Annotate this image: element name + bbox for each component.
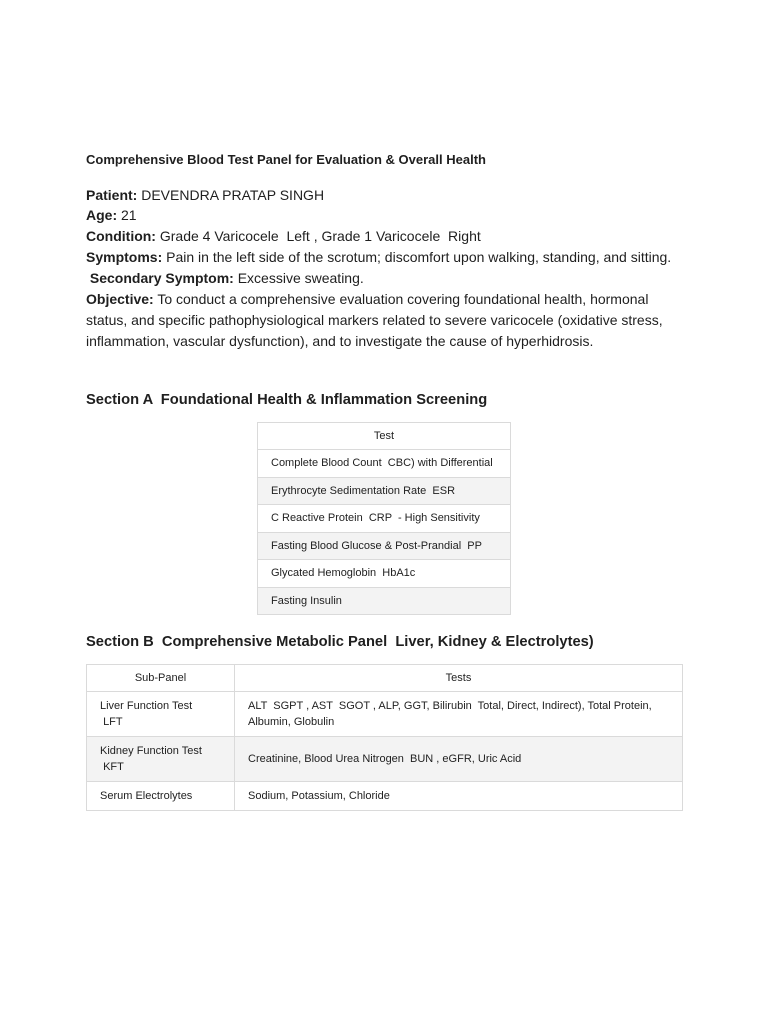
table-row bbox=[87, 782, 683, 811]
test-cell: Fasting Insulin bbox=[258, 587, 511, 615]
secondary-symptom-line bbox=[86, 268, 682, 289]
table-row bbox=[258, 532, 511, 560]
symptoms-line bbox=[86, 247, 682, 268]
table-row bbox=[258, 450, 511, 478]
test-cell: Fasting Blood Glucose & Post-Prandial PP bbox=[258, 532, 511, 560]
secondary-symptom-value: Excessive sweating. bbox=[237, 270, 364, 287]
patient-info bbox=[86, 185, 682, 352]
test-column-header: Test bbox=[258, 423, 511, 450]
patient-name: DEVENDRA PRATAP SINGH bbox=[141, 186, 325, 203]
table-header-row bbox=[258, 423, 511, 450]
tests-cell: ALT SGPT , AST SGOT , ALP, GGT, Bilirubin Total, Direct, Indirect), Total Protein, Albumin, Globulin bbox=[235, 692, 683, 737]
section-a-table bbox=[257, 422, 511, 615]
sub-panel-cell: Liver Function Test LFT bbox=[87, 692, 235, 737]
table-row bbox=[87, 692, 683, 737]
condition-value: Grade 4 Varicocele Left , Grade 1 Varicocele Right bbox=[159, 228, 481, 245]
section-b-heading: Section B Comprehensive Metabolic Panel Liver, Kidney & Electrolytes) bbox=[86, 634, 594, 650]
test-cell: Glycated Hemoglobin HbA1c bbox=[258, 560, 511, 588]
age-value: 21 bbox=[121, 207, 137, 224]
objective-label: Objective: bbox=[86, 291, 154, 308]
sub-panel-column-header: Sub-Panel bbox=[87, 665, 235, 692]
age-label: Age: bbox=[86, 207, 118, 224]
symptoms-label: Symptoms: bbox=[86, 249, 163, 266]
test-cell: Erythrocyte Sedimentation Rate ESR bbox=[258, 477, 511, 505]
patient-label: Patient: bbox=[86, 186, 138, 203]
tests-cell: Creatinine, Blood Urea Nitrogen BUN , eGFR, Uric Acid bbox=[235, 737, 683, 782]
objective-line bbox=[86, 289, 682, 352]
objective-value: To conduct a comprehensive evaluation covering foundational health, hormonal status, and specific pathophysiological markers related to severe varicocele (oxidative stress, inflammation, vascular dysfunction), and to investigate the cause of hyperhidrosis. bbox=[86, 291, 667, 349]
section-a-heading: Section A Foundational Health & Inflammation Screening bbox=[86, 392, 488, 408]
test-cell: C Reactive Protein CRP - High Sensitivity bbox=[258, 505, 511, 533]
condition-line bbox=[86, 226, 682, 247]
table-header-row bbox=[87, 665, 683, 692]
age-line bbox=[86, 205, 682, 226]
document-title: Comprehensive Blood Test Panel for Evaluation & Overall Health bbox=[86, 152, 486, 167]
section-b-table bbox=[86, 664, 683, 811]
test-cell: Complete Blood Count CBC) with Differential bbox=[258, 450, 511, 478]
table-row bbox=[87, 737, 683, 782]
tests-column-header: Tests bbox=[235, 665, 683, 692]
secondary-symptom-label: Secondary Symptom: bbox=[86, 270, 234, 287]
sub-panel-cell: Kidney Function Test KFT bbox=[87, 737, 235, 782]
table-row bbox=[258, 505, 511, 533]
tests-cell: Sodium, Potassium, Chloride bbox=[235, 782, 683, 811]
condition-label: Condition: bbox=[86, 228, 156, 245]
table-row bbox=[258, 477, 511, 505]
patient-line bbox=[86, 185, 682, 206]
sub-panel-cell: Serum Electrolytes bbox=[87, 782, 235, 811]
symptoms-value: Pain in the left side of the scrotum; discomfort upon walking, standing, and sitting. bbox=[166, 249, 672, 266]
table-row bbox=[258, 587, 511, 615]
table-row bbox=[258, 560, 511, 588]
